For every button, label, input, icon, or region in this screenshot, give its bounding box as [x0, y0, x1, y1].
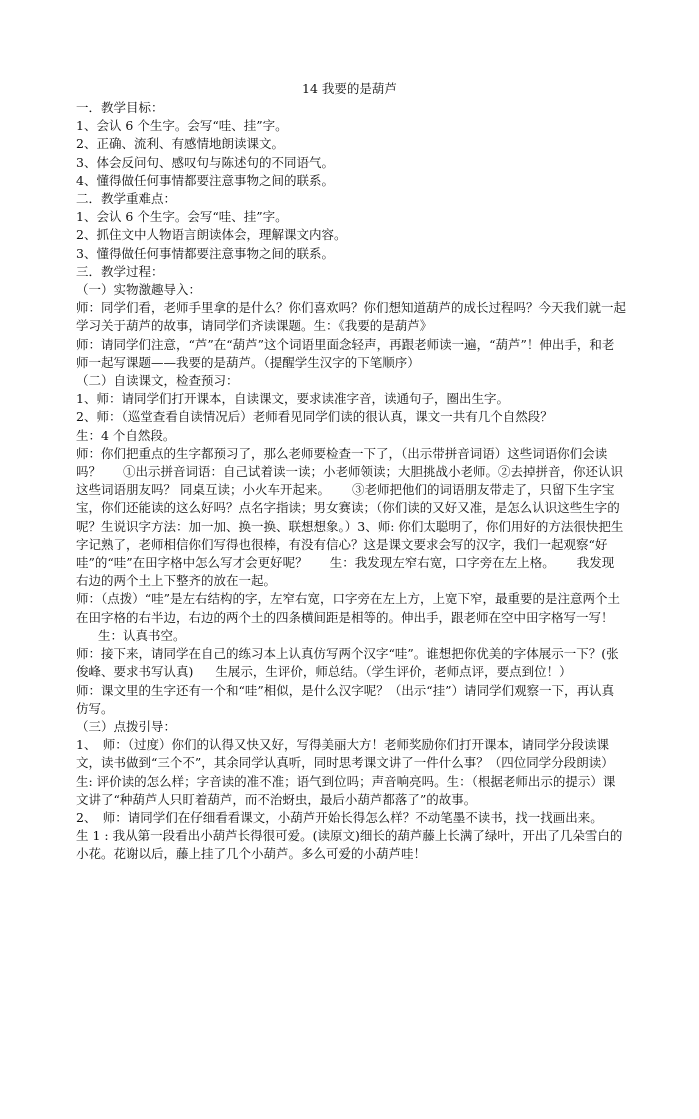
paragraph-segment: 师：你们把重点的生字都预习了，那么老师要检查一下了，（出示带拼音词语）这些词语你们会读吗？ — [76, 445, 608, 480]
key-point-item: 3、懂得做任何事情都要注意事物之间的联系。 — [76, 245, 334, 261]
document-body — [76, 99, 626, 864]
section-heading-key-points: 二．教学重难点： — [76, 191, 177, 207]
goal-item: 3、体会反问句、感叹句与陈述句的不同语气。 — [76, 154, 334, 170]
paragraph-segment: 生：我发现左窄右宽，口字旁在左上格。 — [329, 555, 555, 571]
paragraph: 师：请同学们注意，“芦”在“葫芦”这个词语里面念轻声，再跟老师读一遍，“葫芦”！伸出手，和老师一起写课题——我要的是葫芦。（提醒学生汉字的下笔顺序） — [76, 336, 615, 370]
paragraph: 1、 师：（过度）你们的认得又快又好，写得美丽大方！老师奖励你们打开课本，请同学分段读课文，读书做到“三个不”，其余同学认真听，同时思考课文讲了一件什么事？（四位同学分段朗读）生: 评价读的怎么样；字音读的准不准；语气到位吗；声音响亮吗。生：（根据老师出示的提示）课文讲了“种葫芦人只盯着葫芦，而不治蚜虫，最后小葫芦都落了”的故事。 — [76, 737, 616, 807]
subsection-heading-part3: （三）点拨引导： — [76, 718, 177, 734]
goal-item: 2、正确、流利、有感情地朗读课文。 — [76, 136, 284, 152]
paragraph — [76, 590, 626, 645]
paragraph: 1、师：请同学们打开课本，自读课文，要求读准字音，读通句子，圈出生字。 — [76, 391, 509, 407]
paragraph-segment: ①出示拼音词语：自己试着读一读；小老师领读；大胆挑战小老师。②去掉拼音，你还认识这些词语朋友吗？ 同桌互读；小火车开起来。 — [76, 464, 624, 498]
paragraph-segment: 生展示，生评价，师总结。（学生评价，老师点评，要点到位！） — [215, 664, 572, 680]
paragraph-segment: ③老师把他们的词语朋友带走了，只留下生字宝宝，你们还能读的这么好吗？点名字指读；男女赛读；（你们读的又好又准，是怎么认识这些生字的呢？生说识字方法：加一加、换一换、联想想象。）3、师: 你们太聪明了，你们用好的方法很快把生字记熟了，老师相信你们写得也很棒，有没有信心？这是课文要求会写的汉字，我们一起观察“好哇”的“哇”在田字格中怎么写才会更好呢？ — [76, 482, 624, 571]
paragraph — [76, 809, 626, 864]
paragraph-segment: 我发现右边的两个土上下整齐的放在一起。 — [76, 555, 615, 589]
section-heading-goals: 一．教学目标： — [76, 100, 164, 115]
paragraph-segment: 生：认真书空。 — [98, 627, 186, 643]
paragraph-segment: 师：接下来，请同学在自己的练习本上认真仿写两个汉字“哇”。谁想把你优美的字体展示一下？(张俊峰、要求书写认真) — [76, 646, 619, 680]
paragraph-segment: 生 1 : 我从第一段看出小葫芦长得很可爱。(读原文)细长的葫芦藤上长满了绿叶，开出了几朵雪白的小花。花谢以后，藤上挂了几个小葫芦。多么可爱的小葫芦哇！ — [76, 828, 623, 862]
paragraph — [76, 645, 626, 681]
subsection-heading-part2: （二）自读课文，检查预习： — [76, 373, 239, 389]
subsection-heading-part1: （一）实物激趣导入： — [76, 282, 202, 298]
key-point-item: 1、会认 6 个生字。会写“哇、挂”字。 — [76, 209, 288, 225]
paragraph-segment: 师：（点拨）“哇”是左右结构的字，左窄右宽，口字旁在左上方，上宽下窄，最重要的是注意两个土在田字格的右半边，右边的两个土的四条横间距是相等的。伸出手，跟老师在空中田字格写一写！ — [76, 591, 621, 625]
paragraph: 生：4 个自然段。 — [76, 427, 176, 443]
goal-item: 4、懂得做任何事情都要注意事物之间的联系。 — [76, 172, 334, 188]
section-heading-process: 三．教学过程： — [76, 263, 164, 279]
paragraph — [76, 445, 626, 591]
paragraph-segment: 2、 师：请同学们在仔细看看课文，小葫芦开始长得怎么样？不动笔墨不读书，找一找画出来。 — [76, 809, 603, 825]
paragraph: 师：课文里的生字还有一个和“哇”相似，是什么汉字呢？（出示“挂”）请同学们观察一下，再认真仿写。 — [76, 682, 615, 716]
goal-item: 1、会认 6 个生字。会写“哇、挂”字。 — [76, 118, 288, 134]
document-title: 14 我要的是葫芦 — [302, 81, 397, 96]
paragraph: 师：同学们看，老师手里拿的是什么？你们喜欢吗？你们想知道葫芦的成长过程吗？今天我们就一起学习关于葫芦的故事，请同学们齐读课题。生：《我要的是葫芦》 — [76, 300, 627, 334]
key-point-item: 2、抓住文中人物语言朗读体会，理解课文内容。 — [76, 227, 347, 243]
paragraph: 2、师：（巡堂查看自读情况后）老师看见同学们读的很认真，课文一共有几个自然段？ — [76, 409, 553, 425]
